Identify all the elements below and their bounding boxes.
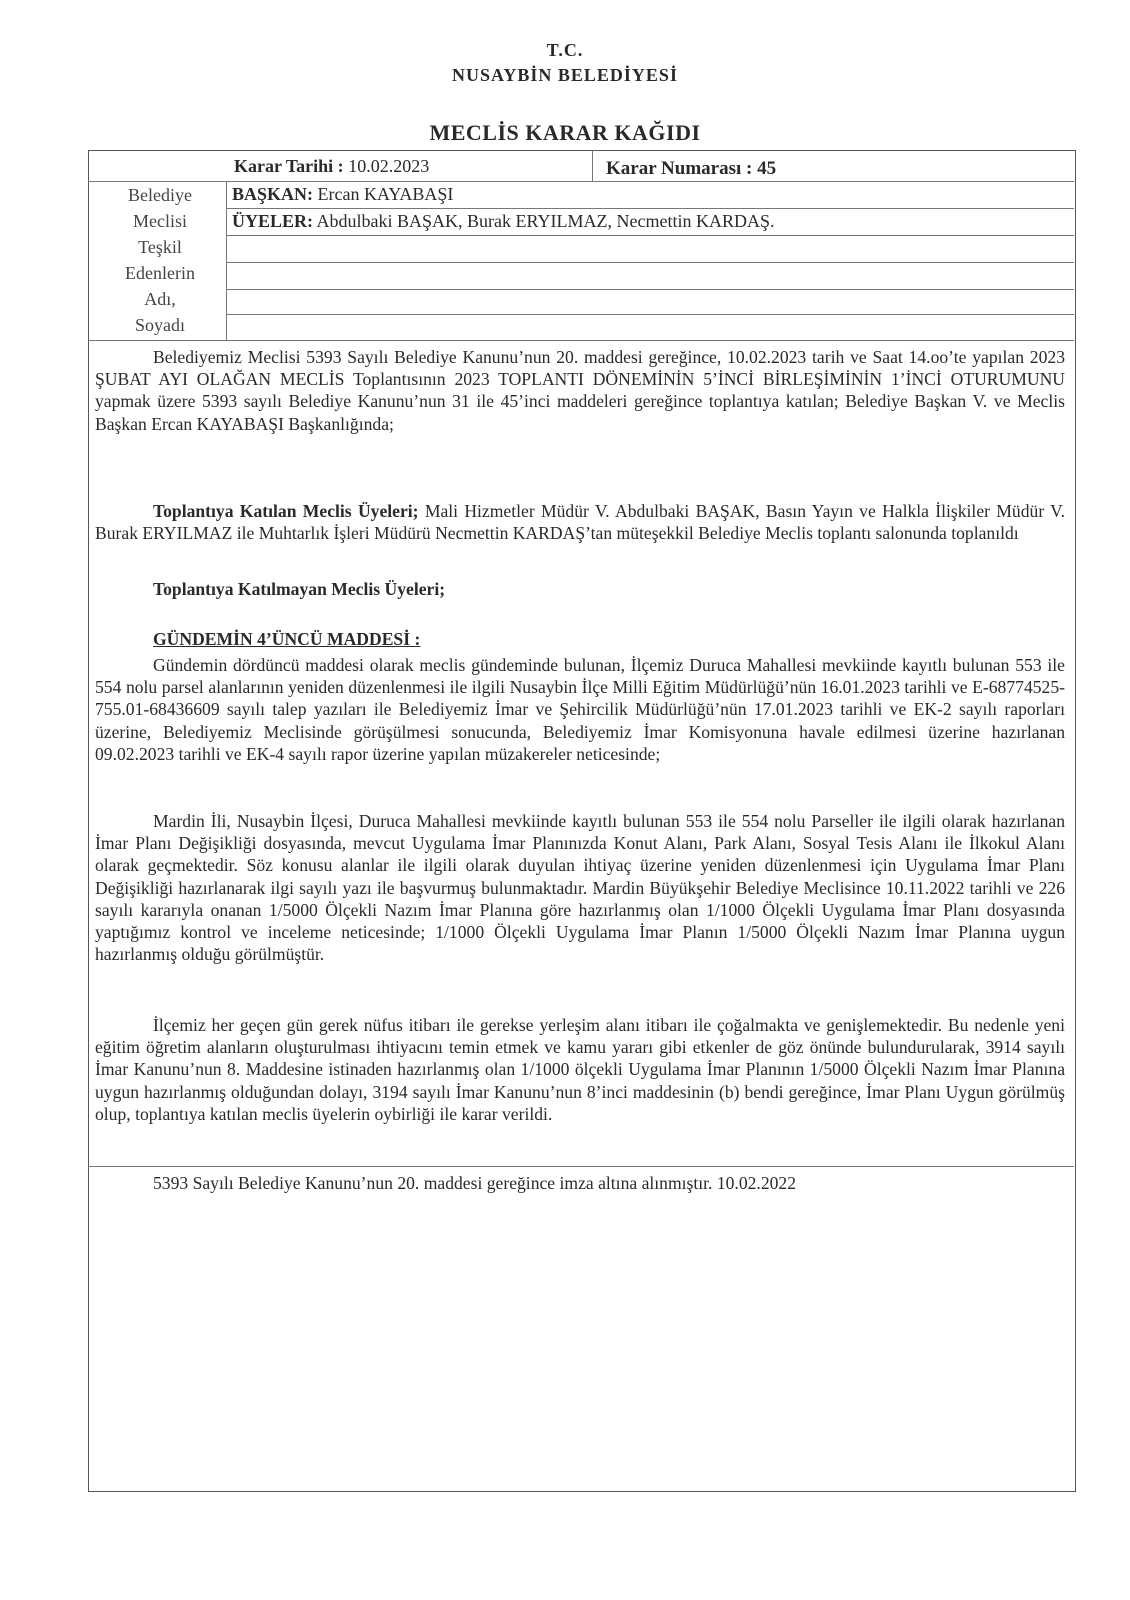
agenda-title: GÜNDEMİN 4’ÜNCÜ MADDESİ :: [153, 629, 421, 649]
row-divider: [226, 289, 1074, 290]
members-line: ÜYELER: Abdulbaki BAŞAK, Burak ERYILMAZ, Necmettin KARDAŞ.: [232, 211, 775, 231]
agenda-paragraph-1: Gündemin dördüncü maddesi olarak meclis gündeminde bulunan, İlçemiz Duruca Mahallesi mevkiinde kayıtlı bulunan 553 ile 554 nolu parsel alanlarının yeniden düzenlenmesi ile ilgili Nusaybin İlçe Milli Eğitim Müdürlüğü’nün 16.01.2023 tarihli ve E-68774525-755.01-68436609 sayılı talep yazıları ile Belediyemiz İmar ve Şehircilik Müdürlüğü’nün 17.01.2023 tarihli ve EK-2 sayılı raporları üzerine, Belediyemiz Meclisinde görüşülmesi sonucunda, Belediyemiz İmar Komisyonuna havale edilmesi üzerine hazırlanan 09.02.2023 tarihli ve EK-4 sayılı rapor üzerine yapılan müzakereler neticesinde;: [95, 655, 1065, 764]
decision-number: Karar Numarası : 45: [606, 158, 777, 179]
municipality-heading: NUSAYBİN BELEDİYESİ: [452, 65, 678, 85]
agenda-paragraph-3: İlçemiz her geçen gün gerek nüfus itibarı ile gerekse yerleşim alanı itibarı ile çoğalmakta ve genişlemektedir. Bu nedenle yeni eğitim öğretim alanların oluşturulması ihtiyacını temin etmek ve kamu yararı gibi etkenler de göz önünde bulundurularak, 3914 sayılı İmar Kanunu’nun 8. Maddesine istinaden hazırlanmış olan 1/1000 ölçekli Uygulama İmar Planının 1/5000 Ölçekli Nazım İmar Planına uygun hazırlanmış olduğundan dolayı, 3194 sayılı İmar Kanunu’nun 8’inci maddesinin (b) bendi gereğince, İmar Planı Uygun görülmüş olup, toplantıya katılan meclis üyelerin oybirliği ile karar verildi.: [95, 1015, 1065, 1124]
council-members-label: Belediye Meclisi Teşkil Edenlerin Adı, Soyadı: [125, 185, 195, 335]
row-divider: [88, 340, 1074, 341]
row-divider: [88, 181, 1074, 182]
closing-statement: 5393 Sayılı Belediye Kanunu’nun 20. maddesi gereğince imza altına alınmıştır. 10.02.2022: [153, 1173, 797, 1193]
intro-paragraph: Belediyemiz Meclisi 5393 Sayılı Belediye Kanunu’nun 20. maddesi gereğince, 10.02.2023 tarih ve Saat 14.oo’te yapılan 2023 ŞUBAT AYI OLAĞAN MECLİS Toplantısının 2023 TOPLANTI DÖNEMİNİN 5’İNCİ BİRLEŞİMİNİN 1’İNCİ OTURUMUNU yapmak üzere 5393 sayılı Belediye Kanunu’nun 31 ile 45’inci maddeleri gereğince toplantıya katılan; Belediye Başkan V. ve Meclis Başkan Ercan KAYABAŞI Başkanlığında;: [95, 347, 1065, 434]
row-divider: [226, 314, 1074, 315]
row-divider: [226, 262, 1074, 263]
agenda-paragraph-2: Mardin İli, Nusaybin İlçesi, Duruca Mahallesi mevkiinde kayıtlı bulunan 553 ile 554 nolu Parseller ile ilgili olarak hazırlanan İmar Planı Değişikliği dosyasında, mevcut Uygulama İmar Planınızda Konut Alanı, Park Alanı, Sosyal Tesis Alanı ile İlkokul Alanı olarak geçmektedir. Söz konusu alanlar ile ilgili olarak duyulan ihtiyaç üzerine yeniden düzenlenmesi için Uygulama İmar Planı Değişikliği hazırlanarak ilgi sayılı yazı ile başvurmuş bulunmaktadır. Mardin Büyükşehir Belediye Meclisince 10.11.2022 tarihli ve 226 sayılı kararıyla onanan 1/5000 Ölçekli Nazım İmar Planına göre hazırlanmış olan 1/1000 Ölçekli Uygulama İmar Planı dosyasında yaptığımız kontrol ve inceleme neticesinde; 1/1000 Ölçekli Uygulama İmar Planın 1/5000 Ölçekli Nazım İmar Planına uygun hazırlanmış olduğu görülmüştür.: [95, 811, 1065, 965]
decision-date: Karar Tarihi : 10.02.2023: [234, 156, 430, 176]
row-divider: [226, 208, 1074, 209]
row-divider: [88, 1166, 1074, 1167]
absentees-label: Toplantıya Katılmayan Meclis Üyeleri;: [153, 579, 446, 599]
document-title: MECLİS KARAR KAĞIDI: [429, 120, 701, 145]
president-line: BAŞKAN: Ercan KAYABAŞI: [232, 184, 454, 204]
row-divider: [226, 235, 1074, 236]
tc-heading: T.C.: [546, 40, 584, 60]
column-divider: [592, 150, 593, 181]
attendees-paragraph: Toplantıya Katılan Meclis Üyeleri; Mali Hizmetler Müdür V. Abdulbaki BAŞAK, Basın Yayın ve Halkla İlişkiler Müdür V. Burak ERYILMAZ ile Muhtarlık İşleri Müdürü Necmettin KARDAŞ’tan müteşekkil Belediye Meclis toplantı salonunda toplanıldı: [95, 501, 1065, 544]
